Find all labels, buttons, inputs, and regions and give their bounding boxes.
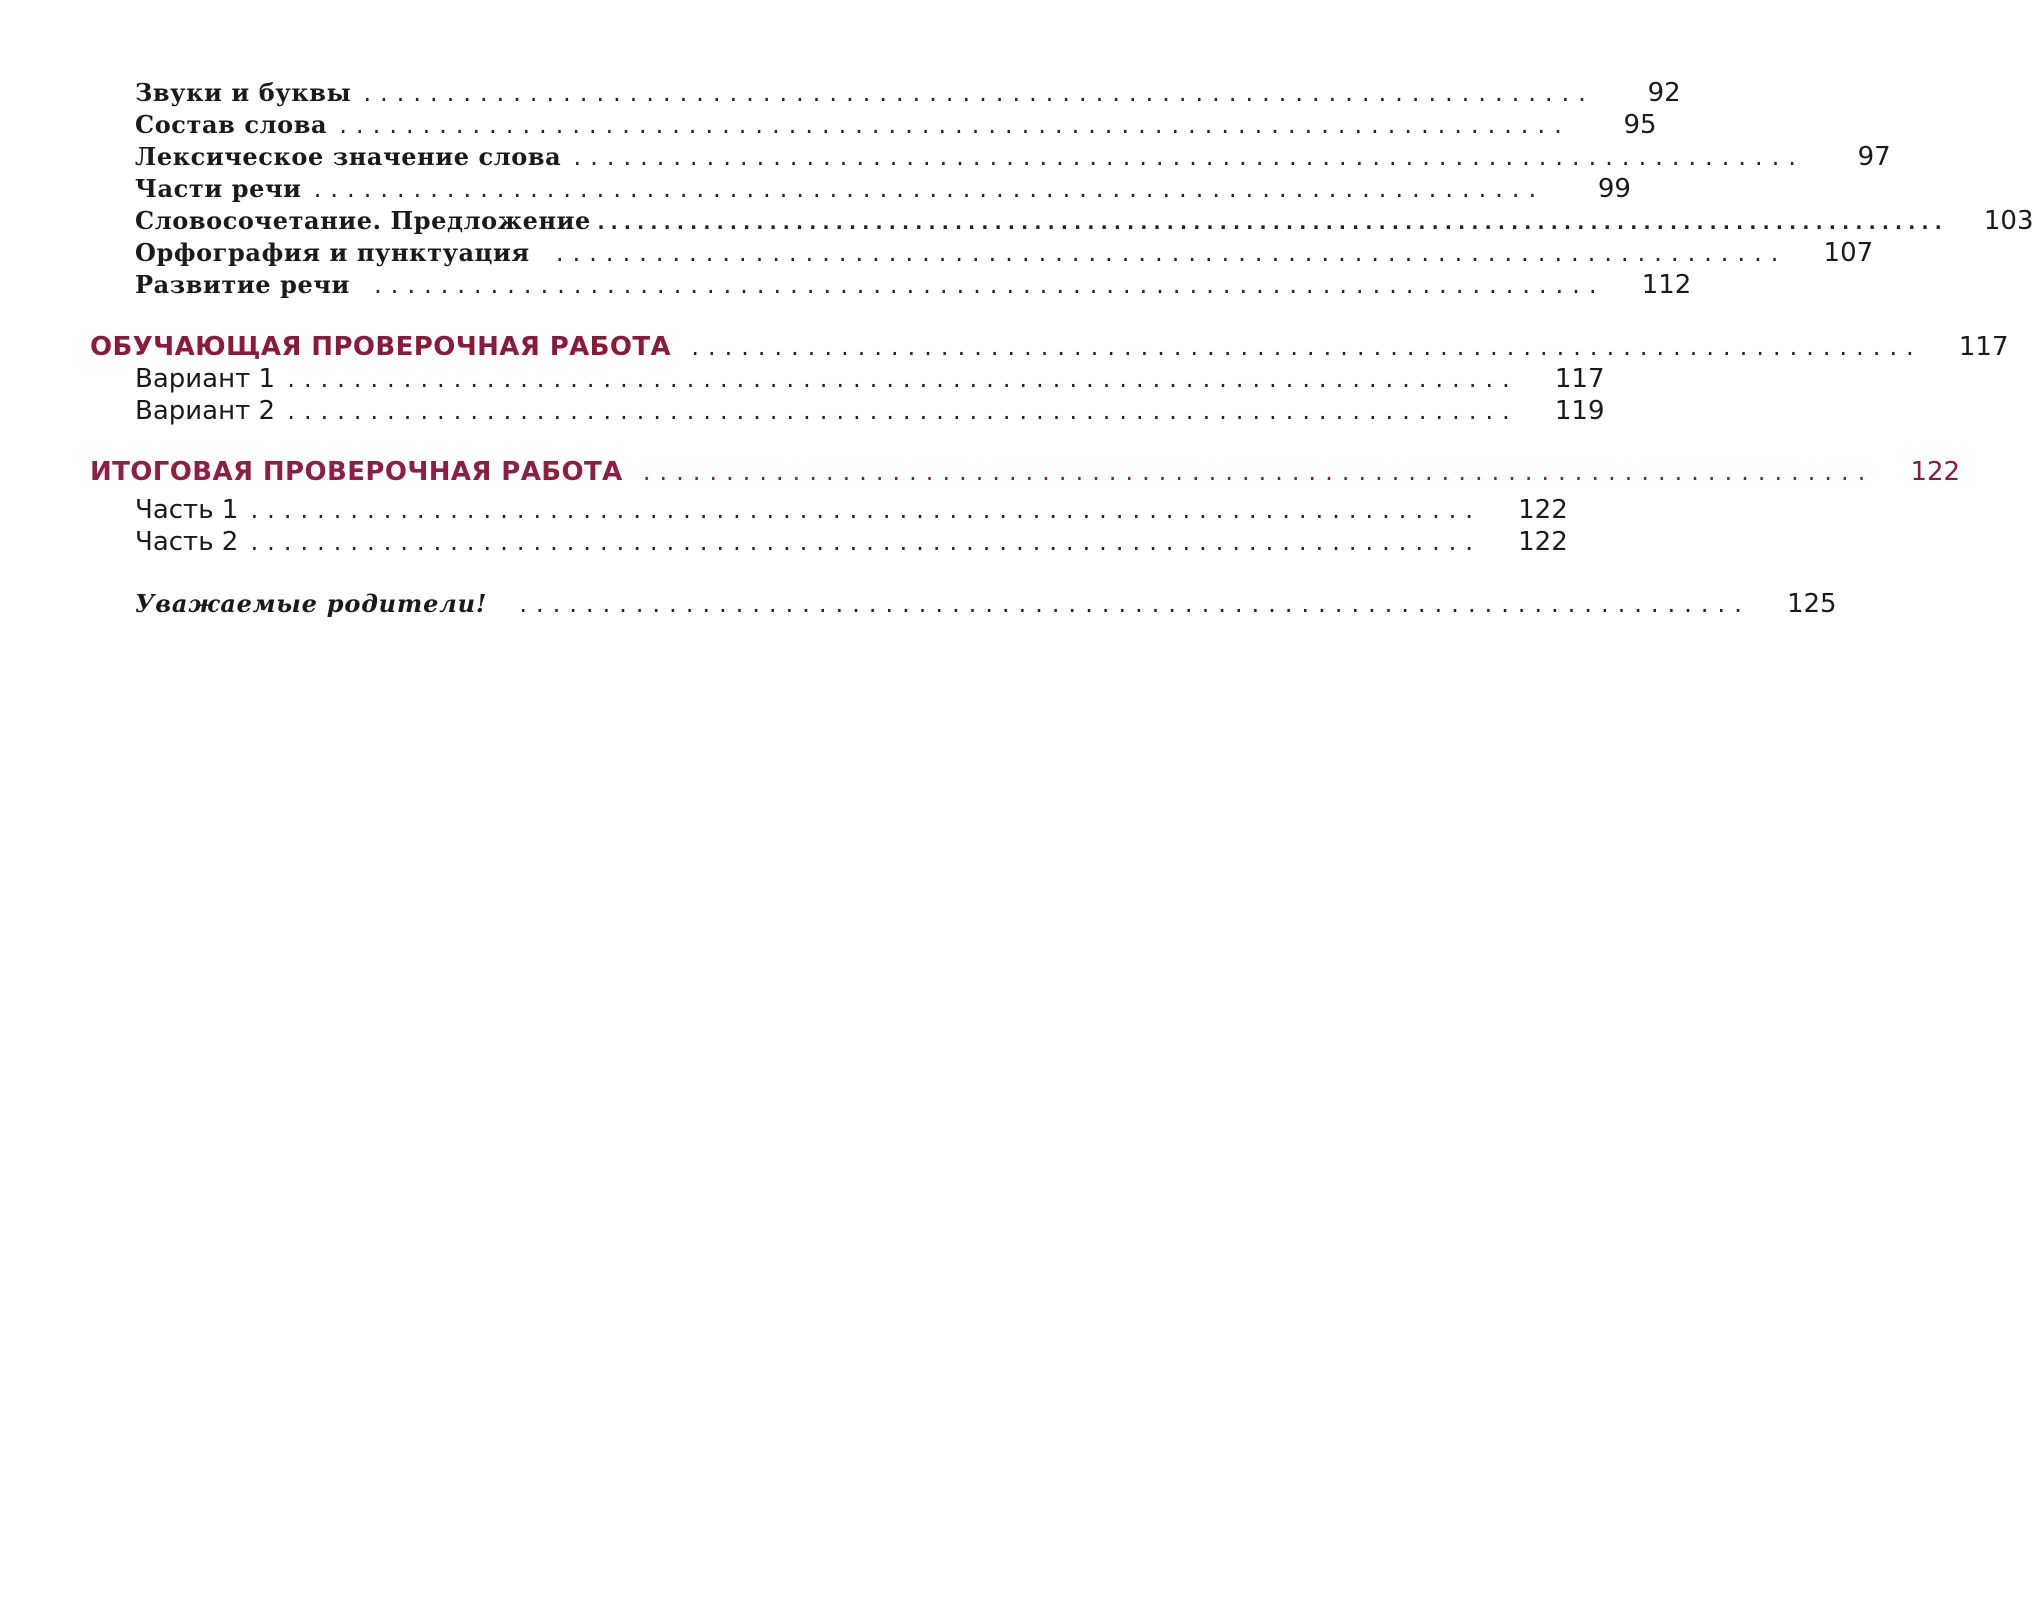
toc-entry-phrase-sentence[interactable] [0,206,2034,236]
toc-entry-word-composition[interactable] [0,110,1657,140]
toc-entry-dear-parents[interactable] [0,589,1837,619]
toc-entry-speech-development[interactable] [0,270,1692,300]
toc-entry-variant-2[interactable] [0,396,1605,426]
toc-entry-variant-1[interactable] [0,364,1605,394]
leader-dots: .......................................................................... [248,531,1480,555]
toc-entry-page: 117 [1554,364,1605,394]
toc-section-training-test[interactable] [0,332,2009,362]
toc-entry-title: Звуки и буквы [135,78,352,107]
leader-dots: .......................................................................... [571,146,1803,170]
leader-dots: .......................................................................... [248,499,1480,523]
toc-entry-title: Вариант 1 [135,364,276,394]
leader-dots: .......................................................................... [371,274,1604,298]
toc-entry-page: 92 [1647,78,1681,108]
toc-entry-page: 122 [1518,495,1568,525]
toc-entry-title: Уважаемые родители! [135,589,488,618]
toc-entry-title: Часть 2 [135,527,239,557]
toc-entry-page: 112 [1641,270,1692,300]
leader-dots: .......................................................................... [337,114,1569,138]
leader-dots: .......................................................................... [640,461,1873,485]
toc-section-page: 122 [1910,457,1961,487]
toc-section-title: ОБУЧАЮЩАЯ ПРОВЕРОЧНАЯ РАБОТА [90,332,672,362]
leader-dots: ...................................................................................................... [594,210,1946,234]
toc-section-page: 117 [1958,332,2009,362]
leader-dots: .......................................................................... [361,82,1593,106]
leader-dots: .......................................................................... [285,400,1517,424]
leader-dots: .......................................................................... [553,242,1786,266]
leader-dots: .......................................................................... [689,336,1921,360]
toc-section-final-test[interactable] [0,457,1961,487]
toc-entry-page: 95 [1623,110,1657,140]
toc-entry-title: Лексическое значение слова [135,142,562,171]
toc-entry-page: 119 [1554,396,1605,426]
toc-entry-title: Словосочетание. Предложение [135,206,591,235]
leader-dots: .......................................................................... [311,178,1543,202]
toc-entry-title: Часть 1 [135,495,239,525]
toc-section-title: ИТОГОВАЯ ПРОВЕРОЧНАЯ РАБОТА [90,457,623,487]
toc-entry-title: Развитие речи [135,270,350,299]
toc-entry-part-2[interactable] [0,527,1568,557]
toc-entry-title: Состав слова [135,110,328,139]
toc-entry-page: 125 [1786,589,1837,619]
toc-entry-page: 103 [1983,206,2034,236]
toc-entry-page: 99 [1597,174,1631,204]
toc-entry-sounds-letters[interactable] [0,78,1681,108]
toc-entry-title: Вариант 2 [135,396,276,426]
leader-dots: .......................................................................... [285,368,1517,392]
toc-entry-page: 122 [1518,527,1568,557]
toc-entry-spelling-punctuation[interactable] [0,238,1874,268]
toc-entry-page: 107 [1823,238,1874,268]
toc-entry-title: Части речи [135,174,302,203]
toc-entry-lexical-meaning[interactable] [0,142,1891,172]
toc-entry-title: Орфография и пунктуация [135,238,530,267]
leader-dots: .......................................................................... [517,593,1749,617]
toc-entry-part-1[interactable] [0,495,1568,525]
toc-entry-parts-of-speech[interactable] [0,174,1631,204]
toc-entry-page: 97 [1857,142,1891,172]
